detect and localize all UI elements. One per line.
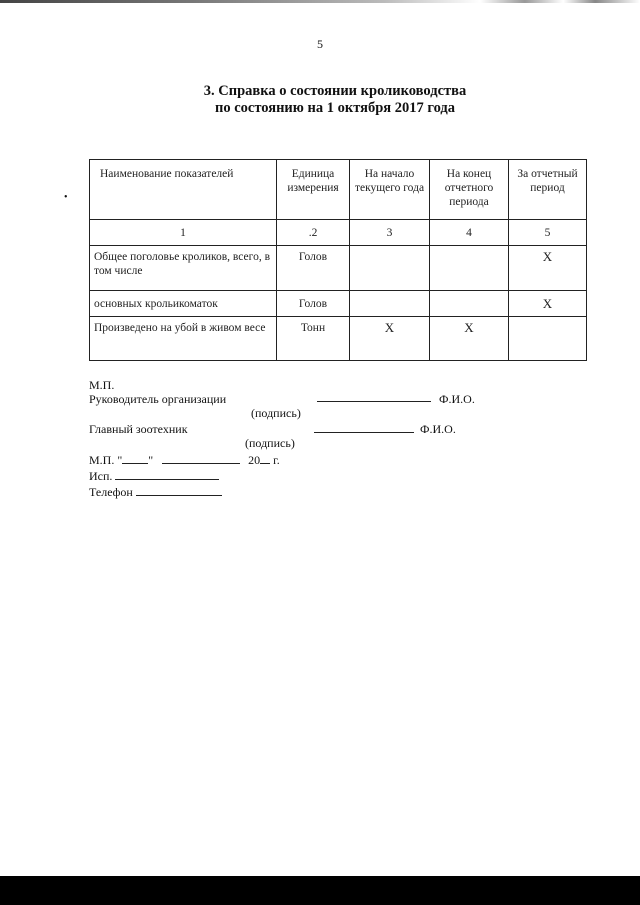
table-row: [90, 317, 587, 361]
table-cell: X: [509, 246, 587, 291]
phone-label: Телефон: [89, 485, 133, 499]
header-indicator: Наименование показателей: [90, 160, 277, 220]
title-line-1: 3. Справка о состоянии кролиководства: [203, 83, 467, 99]
zootech-signature-line: [314, 421, 414, 433]
date-line: [89, 452, 280, 467]
page-number: 5: [317, 37, 323, 51]
table-row: [90, 246, 587, 291]
date-year-suffix: г.: [273, 453, 280, 467]
date-quote: ": [148, 453, 154, 467]
column-number: 3: [350, 220, 430, 246]
head-signature-line: [317, 390, 431, 402]
phone-line: [89, 484, 222, 499]
head-fio-label: Ф.И.О.: [439, 392, 475, 406]
date-day-blank: [122, 452, 148, 464]
row-label: основных крольикоматок: [90, 291, 277, 317]
table-cell: X: [350, 317, 430, 361]
executor-blank: [115, 468, 219, 480]
title-line-2: по состоянию на 1 октября 2017 года: [214, 100, 456, 116]
column-number: 1: [90, 220, 277, 246]
table-column-numbers-row: [90, 220, 587, 246]
table-cell: [350, 291, 430, 317]
scan-artifact-bottom: [0, 876, 640, 905]
date-month-blank: [162, 452, 240, 464]
date-year-prefix: 20: [248, 453, 261, 467]
phone-blank: [136, 484, 222, 496]
row-unit: Голов: [277, 291, 350, 317]
header-unit: Единица измерения: [277, 160, 350, 220]
row-label: Общее поголовье кроликов, всего, в том числе: [90, 246, 277, 291]
zootech-label: Главный зоотехник: [89, 422, 188, 436]
zootech-fio-label: Ф.И.О.: [420, 422, 456, 436]
head-signature-caption: (подпись): [251, 406, 301, 420]
header-period: За отчетный период: [509, 160, 587, 220]
row-unit: Тонн: [277, 317, 350, 361]
scan-artifact-top: [0, 0, 640, 3]
table-cell: [430, 246, 509, 291]
row-label: Произведено на убой в живом весе: [90, 317, 277, 361]
column-number: 4: [430, 220, 509, 246]
stamp-label: М.П.: [89, 378, 115, 392]
table-cell: X: [509, 291, 587, 317]
row-unit: Голов: [277, 246, 350, 291]
date-year-blank: [260, 452, 270, 464]
table-cell: X: [430, 317, 509, 361]
zootech-signature-caption: (подпись): [245, 436, 295, 450]
date-prefix: М.П. ": [89, 453, 123, 467]
table-cell: [350, 246, 430, 291]
executor-line: [89, 468, 219, 483]
document-title: [0, 83, 640, 117]
table-cell: [430, 291, 509, 317]
header-year-start: На начало текущего года: [350, 160, 430, 220]
table-row: [90, 291, 587, 317]
head-label: Руководитель организации: [89, 392, 227, 406]
report-table: [89, 159, 587, 361]
header-period-end: На конец отчетного периода: [430, 160, 509, 220]
margin-mark: •: [64, 192, 68, 203]
executor-label: Исп.: [89, 469, 113, 483]
table-cell: [509, 317, 587, 361]
column-number: 5: [509, 220, 587, 246]
column-number: .2: [277, 220, 350, 246]
table-header-row: [90, 160, 587, 220]
